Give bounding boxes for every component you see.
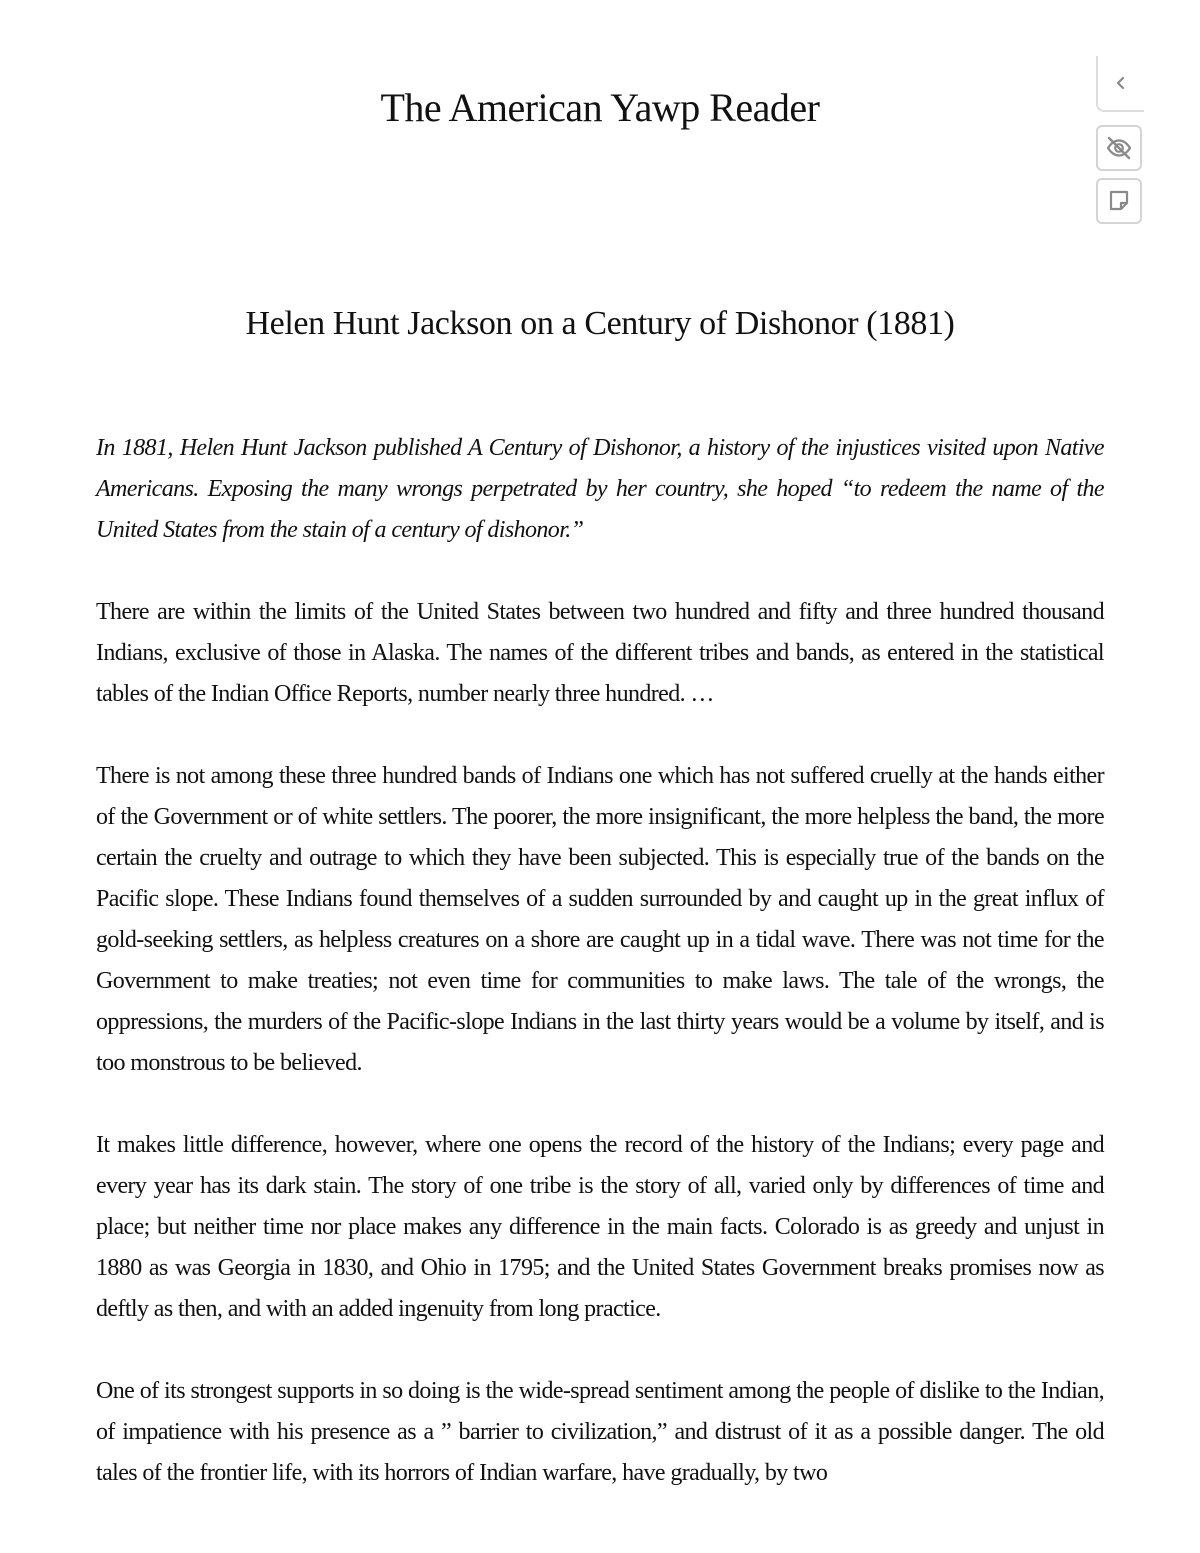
- hide-annotations-button[interactable]: [1096, 125, 1142, 171]
- body-paragraph: One of its strongest supports in so doing is the wide-spread sentiment among the people of dislike to the Indian, of impatience with his presence as a ” barrier to civilization,” and distrust of it as a possible danger. The old tales of the frontier life, with its horrors of Indian warfare, have gradually, by two: [96, 1378, 1104, 1486]
- eye-off-icon: [1105, 134, 1133, 162]
- add-note-button[interactable]: [1096, 178, 1142, 224]
- body-paragraph: There is not among these three hundred bands of Indians one which has not suffered cruelly at the hands either of the Government or of white settlers. The poorer, the more insignificant, the more helpless the band, the more certain the cruelty and outrage to which they have been subjected. This is especially true of the bands on the Pacific slope. These Indians found themselves of a sudden surrounded by and caught up in the great influx of gold-seeking settlers, as helpless creatures on a shore are caught up in a tidal wave. There was not time for the Government to make treaties; not even time for communities to make laws. The tale of the wrongs, the oppressions, the murders of the Pacific-slope Indians in the last thirty years would be a volume by itself, and is too monstrous to be believed.: [96, 763, 1104, 1076]
- intro-paragraph: In 1881, Helen Hunt Jackson published A Century of Dishonor, a history of the injustices visited upon Native Americans. Exposing the many wrongs perpetrated by her country, she hoped “to redeem the name of the United States from the stain of a century of dishonor.”: [96, 435, 1104, 543]
- body-paragraph: There are within the limits of the United States between two hundred and fifty and three hundred thousand Indians, exclusive of those in Alaska. The names of the different tribes and bands, as entered in the statistical tables of the Indian Office Reports, number nearly three hundred. …: [96, 599, 1104, 707]
- collapse-panel-button[interactable]: [1096, 56, 1144, 112]
- body-paragraph: It makes little difference, however, where one opens the record of the history of the Indians; every page and every year has its dark stain. The story of one tribe is the story of all, varied only by differences of time and place; but neither time nor place makes any difference in the main facts. Colorado is as greedy and unjust in 1880 as was Georgia in 1830, and Ohio in 1795; and the United States Government breaks promises now as deftly as then, and with an added ingenuity from long practice.: [96, 1132, 1104, 1322]
- chevron-left-icon: [1114, 75, 1128, 91]
- book-title: The American Yawp Reader: [380, 85, 820, 130]
- sticky-note-icon: [1106, 188, 1132, 214]
- document-title: Helen Hunt Jackson on a Century of Dishonor (1881): [245, 305, 955, 342]
- document-body: [96, 428, 1104, 1535]
